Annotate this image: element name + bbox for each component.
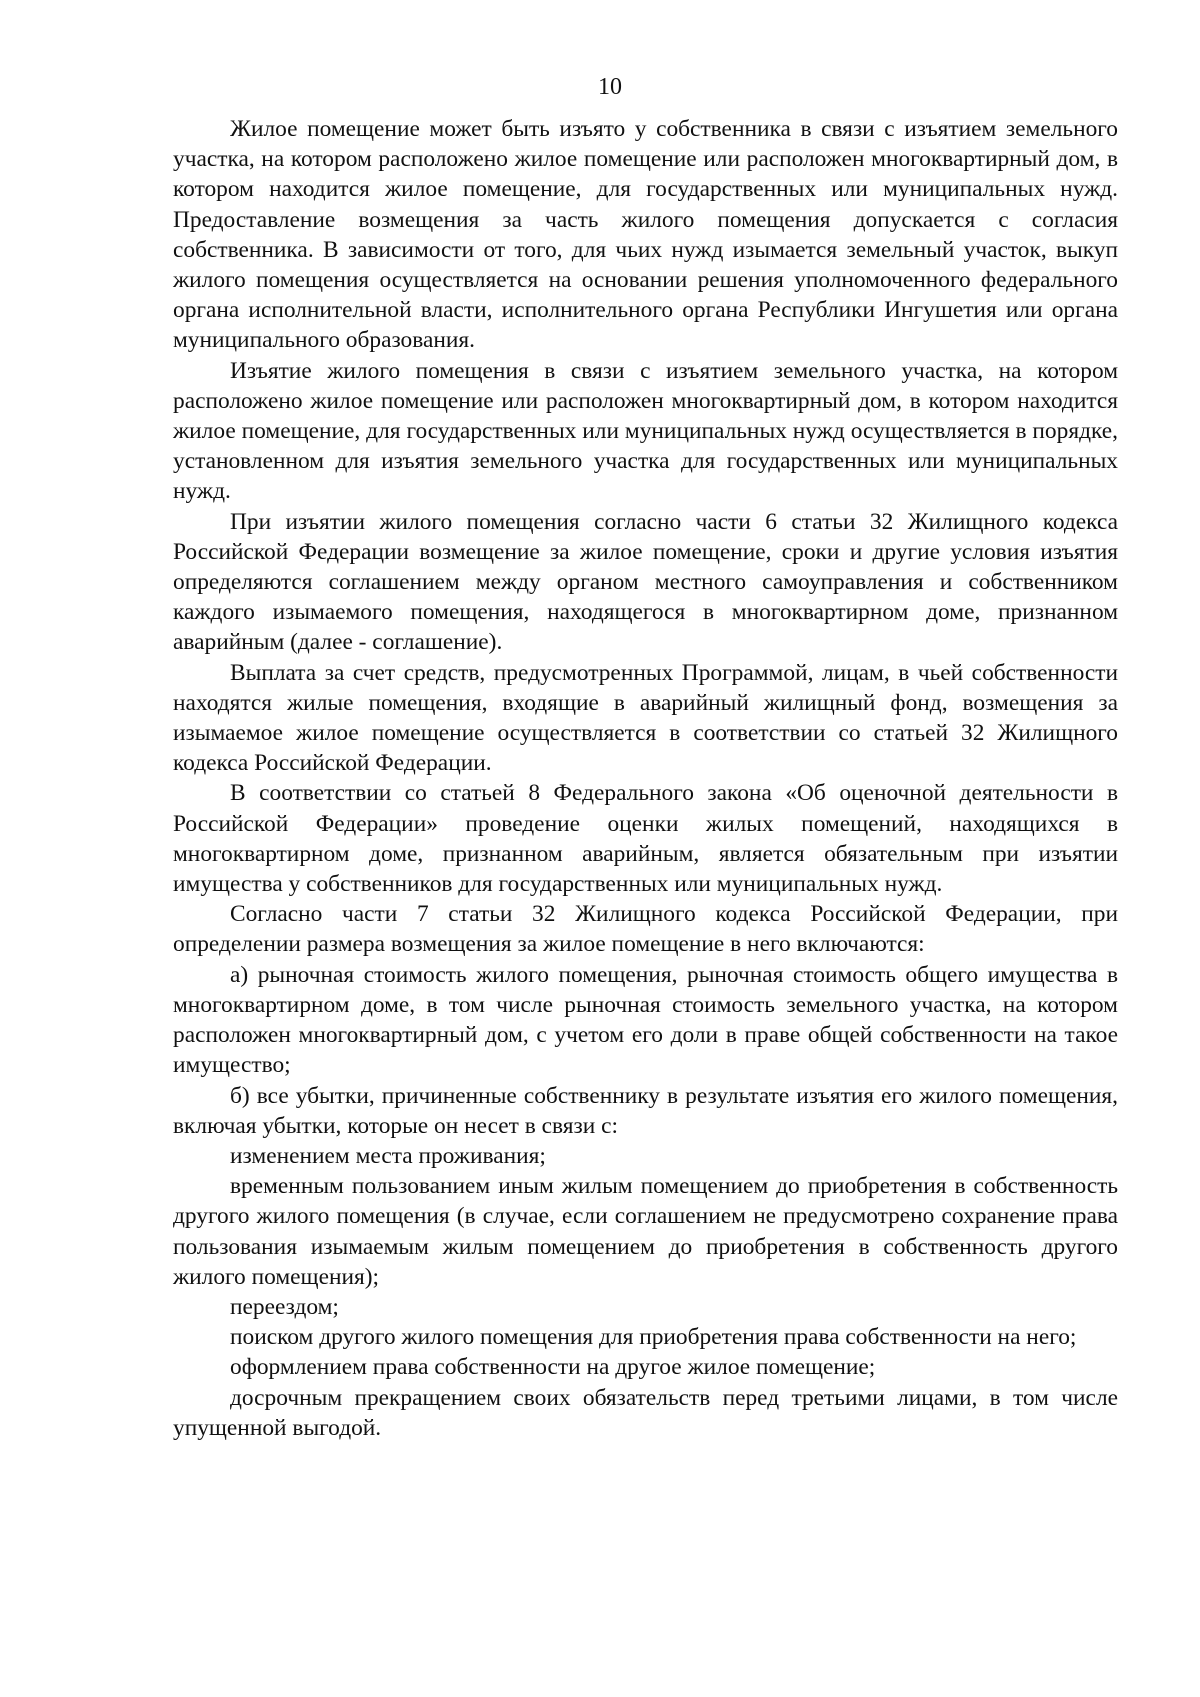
page-number: 10	[598, 74, 622, 100]
list-item: переездом;	[230, 1293, 339, 1320]
paragraph: Изъятие жилого помещения в связи с изъятием земельного участка, на котором расположено жилое помещение или расположен многоквартирный дом, в котором находится жилое помещение, для государственных или муниципальных нужд осуществляется в порядке, установленном для изъятия земельного участка для государственных или муниципальных нужд.	[173, 357, 1118, 505]
paragraph: Жилое помещение может быть изъято у собственника в связи с изъятием земельного участка, на котором расположено жилое помещение или расположен многоквартирный дом, в котором находится жилое помещение, для государственных или муниципальных нужд. Предоставление возмещения за часть жилого помещения допускается с согласия собственника. В зависимости от того, для чьих нужд изымается земельный участок, выкуп жилого помещения осуществляется на основании решения уполномоченного федерального органа исполнительной власти, исполнительного органа Республики Ингушетия или органа муниципального образования.	[173, 116, 1118, 354]
document-body	[173, 114, 1118, 1443]
paragraph: Согласно части 7 статьи 32 Жилищного кодекса Российской Федерации, при определении размера возмещения за жилое помещение в него включаются:	[173, 901, 1118, 958]
list-item: изменением места проживания;	[230, 1142, 546, 1169]
list-item: поиском другого жилого помещения для приобретения права собственности на него;	[230, 1324, 1077, 1351]
list-item: б) все убытки, причиненные собственнику в результате изъятия его жилого помещения, включая убытки, которые он несет в связи с:	[173, 1082, 1118, 1139]
list-item: временным пользованием иным жилым помещением до приобретения в собственность другого жилого помещения (в случае, если соглашением не предусмотрено сохранение права пользования изымаемым жилым помещением до приобретения в собственность другого жилого помещения);	[173, 1173, 1118, 1290]
list-item: а) рыночная стоимость жилого помещения, рыночная стоимость общего имущества в многоквартирном доме, в том числе рыночная стоимость земельного участка, на котором расположен многоквартирный дом, с учетом его доли в праве общей собственности на такое имущество;	[173, 961, 1118, 1079]
list-item: оформлением права собственности на другое жилое помещение;	[230, 1354, 876, 1381]
paragraph: В соответствии со статьей 8 Федерального закона «Об оценочной деятельности в Российской Федерации» проведение оценки жилых помещений, находящихся в многоквартирном доме, признанном аварийным, является обязательным при изъятии имущества у собственников для государственных или муниципальных нужд.	[173, 780, 1118, 898]
list-item: досрочным прекращением своих обязательств перед третьими лицами, в том числе упущенной выгодой.	[173, 1384, 1118, 1441]
paragraph: Выплата за счет средств, предусмотренных Программой, лицам, в чьей собственности находятся жилые помещения, входящие в аварийный жилищный фонд, возмещения за изымаемое жилое помещение осуществляется в соответствии со статьей 32 Жилищного кодекса Российской Федерации.	[173, 659, 1118, 777]
paragraph: При изъятии жилого помещения согласно части 6 статьи 32 Жилищного кодекса Российской Федерации возмещение за жилое помещение, сроки и другие условия изъятия определяются соглашением между органом местного самоуправления и собственником каждого изымаемого помещения, находящегося в многоквартирном доме, признанном аварийным (далее - соглашение).	[173, 508, 1118, 656]
